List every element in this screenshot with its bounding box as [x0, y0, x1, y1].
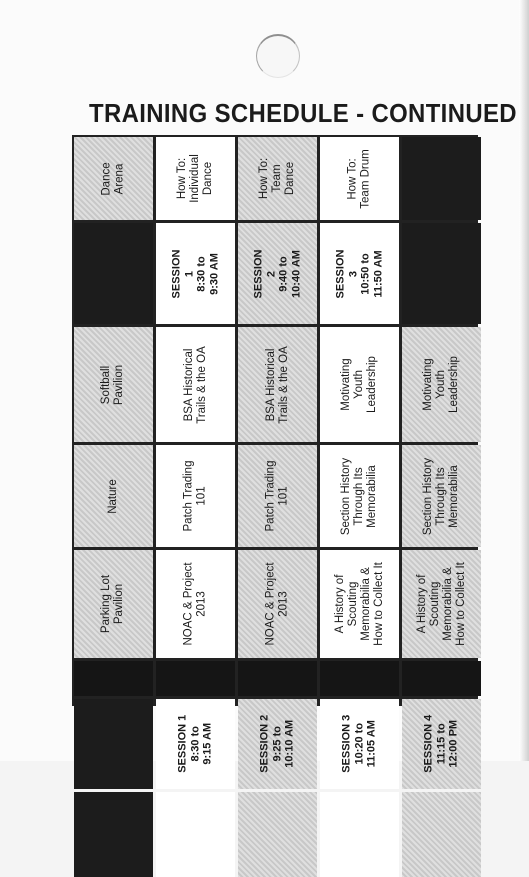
- header-nature: Nature: [74, 445, 153, 547]
- header-parking-lot-pavilion: Parking Lot Pavilion: [74, 550, 153, 658]
- nature-session-1: Patch Trading 101: [156, 445, 235, 547]
- softball-session-1: BSA Historical Trails & the OA: [156, 327, 235, 442]
- lower-session-4: SESSION 4 11:15 to 12:00 PM: [402, 699, 481, 789]
- hole-punch: [256, 34, 300, 78]
- dance-arena-session-1: How To: Individual Dance: [156, 137, 235, 220]
- bottom-blank-cell: [402, 792, 481, 877]
- parking-session-1: NOAC & Project 2013: [156, 550, 235, 658]
- blank-cell: [402, 223, 481, 324]
- bottom-blank-cell: [320, 792, 399, 877]
- dance-arena-session-3: How To: Team Drum: [320, 137, 399, 220]
- upper-corner-cell: [74, 223, 153, 324]
- lower-session-2: SESSION 2 9:25 to 10:10 AM: [238, 699, 317, 789]
- blank-cell: [402, 137, 481, 220]
- nature-session-2: Patch Trading 101: [238, 445, 317, 547]
- section-divider: [74, 661, 153, 696]
- bottom-blank-cell: [238, 792, 317, 877]
- nature-session-3: Section History Through Its Memorabilia: [320, 445, 399, 547]
- softball-session-2: BSA Historical Trails & the OA: [238, 327, 317, 442]
- section-divider: [156, 661, 235, 696]
- upper-session-3: SESSION 3 10:50 to 11:50 AM: [320, 223, 399, 324]
- lower-session-3: SESSION 3 10:20 to 11:05 AM: [320, 699, 399, 789]
- schedule-table: [72, 135, 478, 774]
- parking-session-4: A History of Scouting Memorabilia & How to Collect It: [402, 550, 481, 658]
- upper-header-dance-arena: Dance Arena: [74, 137, 153, 220]
- section-divider: [402, 661, 481, 696]
- parking-session-2: NOAC & Project 2013: [238, 550, 317, 658]
- lower-corner-cell: [74, 699, 153, 789]
- section-divider: [320, 661, 399, 696]
- upper-session-1: SESSION 1 8:30 to 9:30 AM: [156, 223, 235, 324]
- bottom-blank-cell: [156, 792, 235, 877]
- page-edge: [519, 0, 529, 761]
- dance-arena-session-2: How To: Team Dance: [238, 137, 317, 220]
- nature-session-4: Section History Through Its Memorabilia: [402, 445, 481, 547]
- lower-session-1: SESSION 1 8:30 to 9:15 AM: [156, 699, 235, 789]
- parking-session-3: A History of Scouting Memorabilia & How to Collect It: [320, 550, 399, 658]
- upper-session-2: SESSION 2 9:40 to 10:40 AM: [238, 223, 317, 324]
- page-title: TRAINING SCHEDULE - CONTINUED: [89, 98, 517, 128]
- header-softball-pavilion: Softball Pavilion: [74, 327, 153, 442]
- softball-session-4: Motivating Youth Leadership: [402, 327, 481, 442]
- section-divider: [238, 661, 317, 696]
- bottom-blank-cell: [74, 792, 153, 877]
- softball-session-3: Motivating Youth Leadership: [320, 327, 399, 442]
